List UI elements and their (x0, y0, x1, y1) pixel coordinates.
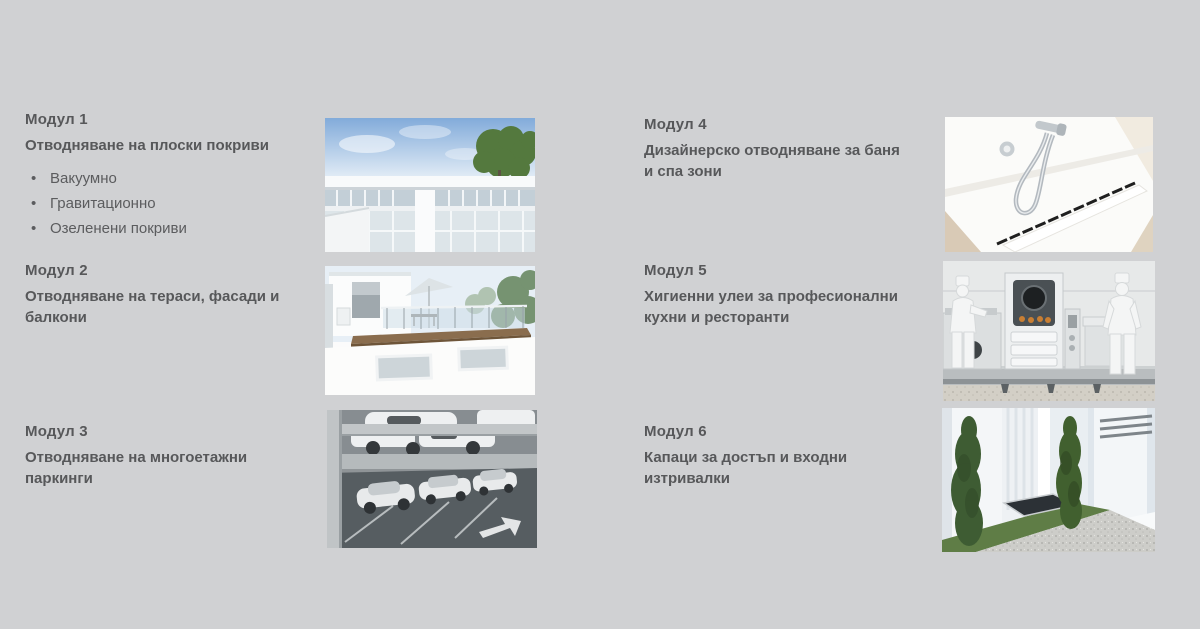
module-1-text-block (25, 111, 305, 245)
module-5-title: Модул 5 (644, 262, 707, 279)
professional-kitchen-illustration (943, 261, 1155, 401)
module-5-image (943, 261, 1155, 401)
module-1-image (325, 118, 535, 252)
module-1-bullet-green-roofs: • Озеленени покриви (25, 220, 305, 237)
module-1-bullet-gravity: • Гравитационно (25, 195, 305, 212)
flat-roof-building-illustration (325, 118, 535, 252)
module-4-image (945, 117, 1153, 252)
module-5-description: Хигиенни улеи за професионални кухни и ресторанти (644, 288, 898, 326)
module-2-description: Отводняване на тераси, фасади и балкони (25, 288, 280, 326)
building-entrance-doormat-illustration (942, 408, 1155, 552)
car-park-illustration (327, 410, 537, 548)
module-6-description: Капаци за достъп и входни изтривалки (644, 449, 848, 487)
module-4-title: Модул 4 (644, 116, 707, 133)
module-2-title: Модул 2 (25, 262, 88, 279)
module-5-text-block (644, 262, 934, 328)
roof-terrace-house-illustration (325, 266, 535, 395)
module-1-description: Отводняване на плоски покриви (25, 137, 269, 154)
module-4-description: Дизайнерско отводняване за баня и спа зони (644, 142, 900, 180)
module-3-description: Отводняване на многоетажни паркинги (25, 449, 248, 487)
module-2-text-block (25, 262, 305, 328)
module-1-bullet-list (25, 170, 305, 237)
bathroom-shower-drain-illustration (945, 117, 1153, 252)
module-3-text-block (25, 423, 305, 489)
module-4-text-block (644, 116, 934, 182)
module-6-title: Модул 6 (644, 423, 707, 440)
module-3-image (327, 410, 537, 548)
module-1-title: Модул 1 (25, 111, 88, 128)
module-3-title: Модул 3 (25, 423, 88, 440)
module-6-image (942, 408, 1155, 552)
module-2-image (325, 266, 535, 395)
module-1-bullet-vacuum: • Вакуумно (25, 170, 305, 187)
module-6-text-block (644, 423, 934, 489)
